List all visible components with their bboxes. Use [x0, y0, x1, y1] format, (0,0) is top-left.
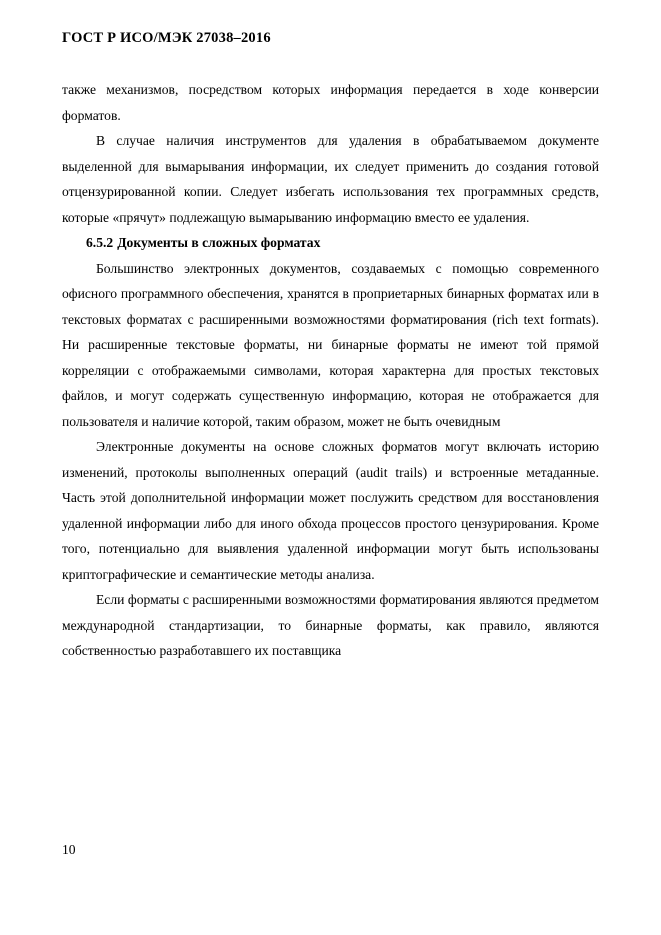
document-body: [62, 77, 599, 664]
paragraph-1: также механизмов, посредством которых информация передается в ходе конверсии форматов.: [62, 82, 599, 123]
section-heading-title: Документы в сложных форматах: [117, 235, 321, 250]
section-heading: [62, 230, 599, 256]
document-header-title: ГОСТ Р ИСО/МЭК 27038–2016: [62, 30, 271, 46]
section-heading-number: 6.5.2: [86, 235, 114, 250]
paragraph-4: Электронные документы на основе сложных форматов могут включать историю изменений, протоколы выполненных операций (audit trails) и встроенные метаданные. Часть этой дополнительной информации может послужить средством для восстановления удаленной информации либо для иного обхода процессов простого цензурирования. Кроме того, потенциально для выявления удаленной информации могут быть использованы криптографические и семантические методы анализа.: [62, 439, 599, 582]
paragraph-3: Большинство электронных документов, создаваемых с помощью современного офисного программного обеспечения, хранятся в проприетарных бинарных форматах или в текстовых форматах с расширенными возможностями форматирования (rich text formats). Ни расширенные текстовые форматы, ни бинарные форматы не имеют той прямой корреляции с отображаемыми символами, которая характерна для простых текстовых файлов, и могут содержать существенную информацию, которая не отображается для пользователя и наличие которой, таким образом, может не быть очевидным: [62, 260, 599, 429]
paragraph-5: Если форматы с расширенными возможностями форматирования являются предметом международной стандартизации, то бинарные форматы, как правило, являются собственностью разработавшего их поставщика: [62, 592, 599, 658]
paragraph-2: В случае наличия инструментов для удаления в обрабатываемом документе выделенной для вымарывания информации, их следует применить до создания готовой отцензурированной копии. Следует избегать использования тех программных средств, которые «прячут» подлежащую вымарыванию информацию вместо ее удаления.: [62, 133, 599, 225]
page-number: 10: [62, 842, 76, 858]
